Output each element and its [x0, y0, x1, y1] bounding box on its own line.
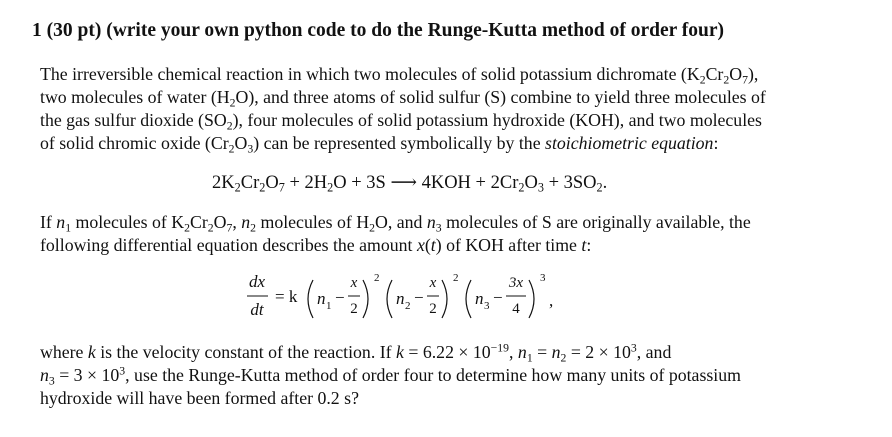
ode-equals-k: = k	[275, 287, 298, 306]
ode-two-2: 2	[429, 301, 437, 317]
intro-line-1: The irreversible chemical reaction in which two molecules of solid potassium dichromate $(K_2Cr_2O_7)$,	[40, 64, 759, 87]
ode-four: 4	[512, 301, 520, 317]
ode-paren-close-1	[363, 280, 368, 318]
ode-dt: dt	[250, 300, 264, 319]
intro-paragraph	[40, 63, 880, 155]
ode-power-2: 2	[453, 272, 459, 284]
ode-paren-open-2	[387, 280, 392, 318]
ode-n1: n	[317, 289, 326, 308]
ode-three-x: 3x	[508, 275, 524, 291]
ode-power-1: 2	[374, 272, 380, 284]
differential-equation	[245, 263, 625, 331]
ode-n1-sub: 1	[326, 300, 332, 312]
problem-heading: 1 (30 pt) (write your own python code to do the Runge-Kutta method of order four)	[32, 20, 725, 41]
stoichiometric-equation: $2K_2Cr_2O_7 + 2H_2O + 3S$ ⟶ $4KOH + 2Cr_2O_3 + 3SO_2$.	[212, 173, 608, 195]
ode-n2: n	[396, 289, 405, 308]
closing-line-1: where k is the velocity constant of the reaction. If $k = 6.22 \times 10^{-19}$, $n_1 = n_2 = 2 \times 10^3$, and	[40, 341, 672, 365]
intro-line-4: of solid chromic oxide $(Cr_2O_3)$ can be represented symbolically by the stoichiometric equation:	[40, 133, 719, 156]
ode-comma: ,	[549, 291, 554, 310]
ode-n3: n	[475, 289, 484, 308]
ode-power-3: 3	[540, 272, 546, 284]
setup-paragraph	[40, 211, 880, 257]
ode-dx: dx	[248, 272, 266, 291]
ode-minus-1: −	[335, 288, 345, 307]
ode-n3-sub: 3	[484, 300, 490, 312]
intro-line-3: the gas sulfur dioxide $(SO_2)$, four molecules of solid potassium hydroxide (KOH), and two molecules	[40, 110, 762, 133]
ode-paren-open-1	[308, 280, 313, 318]
setup-line-1: If $n_1$ molecules of $K_2Cr_2O_7$, $n_2$ molecules of $H_2O$, and $n_3$ molecules of S are originally available, the	[40, 212, 751, 235]
ode-x-1: x	[350, 275, 358, 291]
ode-x-2: x	[429, 275, 437, 291]
ode-paren-close-2	[442, 280, 447, 318]
ode-n2-sub: 2	[405, 300, 411, 312]
ode-two-1: 2	[350, 301, 358, 317]
intro-line-2: two molecules of water $(H_2O)$, and three atoms of solid sulfur (S) combine to yield three molecules of	[40, 87, 766, 110]
closing-line-3: hydroxide will have been formed after 0.2 s?	[40, 388, 359, 408]
closing-line-2: $n_3 = 3 \times 10^3$, use the Runge-Kutta method of order four to determine how many units of potassium	[40, 364, 741, 388]
ode-paren-open-3	[466, 280, 471, 318]
ode-paren-close-3	[529, 280, 534, 318]
ode-minus-3: −	[493, 288, 503, 307]
ode-minus-2: −	[414, 288, 424, 307]
closing-paragraph	[40, 341, 880, 410]
setup-line-2: following differential equation describes the amount x(t) of KOH after time t:	[40, 235, 592, 255]
